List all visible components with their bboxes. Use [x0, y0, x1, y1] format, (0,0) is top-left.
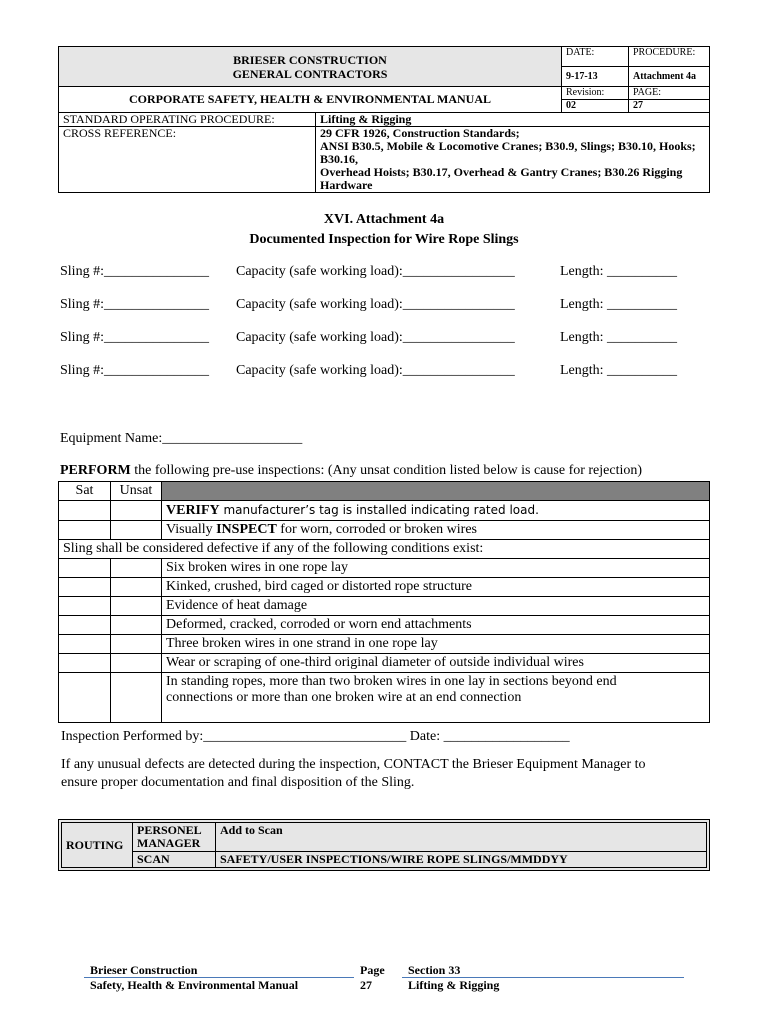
document-title: Documented Inspection for Wire Rope Slings — [249, 232, 519, 247]
header-shaded-cell — [162, 482, 710, 501]
inspect-prefix: Visually — [166, 522, 217, 537]
cross-reference-line: ANSI B30.5, Mobile & Locomotive Cranes; B30.9, Slings; B30.10, Hooks; B30.16, — [320, 139, 696, 166]
condition-item: Deformed, cracked, corroded or worn end attachments — [162, 616, 710, 635]
footer-page-block — [360, 963, 385, 993]
cross-reference-line: 29 CFR 1926, Construction Standards; — [320, 126, 520, 140]
personel-manager-cell — [133, 823, 216, 852]
routing-table — [61, 822, 707, 868]
footer-company: Brieser Construction — [90, 963, 198, 977]
company-cell — [59, 47, 562, 87]
contact-line: If any unusual defects are detected during the inspection, CONTACT the Brieser Equipment Manager to — [61, 757, 646, 772]
footer-section-block — [408, 963, 499, 993]
footer-section-name: Lifting & Rigging — [408, 978, 500, 992]
table-row — [59, 559, 710, 578]
scan-path: SAFETY/USER INSPECTIONS/WIRE ROPE SLINGS/MMDDYY — [216, 852, 707, 868]
footer-manual: Safety, Health & Environmental Manual — [90, 978, 299, 992]
contact-line: ensure proper documentation and final disposition of the Sling. — [61, 775, 415, 790]
unsat-checkbox-cell[interactable] — [111, 559, 162, 578]
condition-item: Kinked, crushed, bird caged or distorted rope structure — [162, 578, 710, 597]
unsat-checkbox-cell[interactable] — [111, 635, 162, 654]
sat-checkbox-cell[interactable] — [59, 654, 111, 673]
verify-text: manufacturer’s tag is installed indicating rated load. — [219, 503, 539, 517]
table-row — [59, 521, 710, 540]
personel-label: PERSONEL — [137, 823, 202, 837]
revision-value: 02 — [562, 100, 629, 113]
cross-reference-value — [316, 127, 710, 193]
footer-page-label: Page — [360, 963, 385, 977]
condition-item: Wear or scraping of one-third original diameter of outside individual wires — [162, 654, 710, 673]
perform-instruction — [60, 463, 642, 479]
length-field: Length: __________ — [560, 264, 678, 279]
capacity-field: Capacity (safe working load):________________ — [236, 330, 515, 345]
sop-label: STANDARD OPERATING PROCEDURE: — [59, 113, 316, 127]
performed-by-field: Inspection Performed by:_____________________________ Date: __________________ — [61, 729, 570, 744]
routing-box — [58, 819, 710, 871]
condition-item — [162, 673, 710, 723]
sling-number-field: Sling #:_______________ — [60, 297, 209, 312]
footer-divider — [84, 977, 354, 978]
sat-checkbox-cell[interactable] — [59, 559, 111, 578]
unsat-checkbox-cell[interactable] — [111, 616, 162, 635]
manual-title: CORPORATE SAFETY, HEALTH & ENVIRONMENTAL MANUAL — [59, 87, 562, 113]
table-row — [59, 673, 710, 723]
procedure-label: PROCEDURE: — [629, 47, 710, 67]
table-row — [59, 654, 710, 673]
cross-reference-line: Overhead Hoists; B30.17, Overhead & Gantry Cranes; B30.26 Rigging Hardware — [320, 165, 683, 192]
procedure-value: Attachment 4a — [629, 67, 710, 87]
revision-label: Revision: — [562, 87, 629, 100]
date-value: 9-17-13 — [562, 67, 629, 87]
condition-item: Six broken wires in one rope lay — [162, 559, 710, 578]
equipment-name-field: Equipment Name:____________________ — [60, 431, 303, 446]
sat-checkbox-cell[interactable] — [59, 501, 111, 521]
verify-keyword: VERIFY — [166, 503, 220, 518]
manager-label: MANAGER — [137, 836, 201, 850]
unsat-checkbox-cell[interactable] — [111, 597, 162, 616]
capacity-field: Capacity (safe working load):________________ — [236, 297, 515, 312]
condition-line: In standing ropes, more than two broken wires in one lay in sections beyond end — [166, 674, 617, 689]
company-subtitle: GENERAL CONTRACTORS — [232, 66, 388, 81]
section-title: XVI. Attachment 4a — [323, 212, 445, 227]
company-name: BRIESER CONSTRUCTION — [233, 52, 387, 67]
sat-checkbox-cell[interactable] — [59, 635, 111, 654]
condition-item: Three broken wires in one strand in one rope lay — [162, 635, 710, 654]
defective-note: Sling shall be considered defective if any of the following conditions exist: — [59, 540, 710, 559]
perform-text: the following pre-use inspections: (Any unsat condition listed below is cause for rejection) — [130, 463, 643, 478]
sling-number-field: Sling #:_______________ — [60, 264, 209, 279]
page-label: PAGE: — [629, 87, 710, 100]
sat-checkbox-cell[interactable] — [59, 521, 111, 540]
unsat-checkbox-cell[interactable] — [111, 654, 162, 673]
sat-checkbox-cell[interactable] — [59, 578, 111, 597]
date-label: DATE: — [562, 47, 629, 67]
inspection-item — [162, 521, 710, 540]
sat-checkbox-cell[interactable] — [59, 673, 111, 723]
length-field: Length: __________ — [560, 297, 678, 312]
add-to-scan-cell: Add to Scan — [216, 823, 707, 852]
footer-divider — [402, 977, 684, 978]
table-row — [59, 597, 710, 616]
perform-keyword: PERFORM — [60, 463, 131, 478]
unsat-checkbox-cell[interactable] — [111, 501, 162, 521]
inspection-item — [162, 501, 710, 521]
inspect-text: for worn, corroded or broken wires — [276, 522, 478, 537]
capacity-field: Capacity (safe working load):________________ — [236, 363, 515, 378]
header-table — [58, 46, 710, 193]
contact-paragraph — [61, 756, 711, 792]
inspect-keyword: INSPECT — [216, 522, 277, 537]
sling-number-field: Sling #:_______________ — [60, 363, 209, 378]
cross-reference-label: CROSS REFERENCE: — [59, 127, 316, 193]
inspection-table — [58, 481, 710, 723]
unsat-checkbox-cell[interactable] — [111, 673, 162, 723]
table-row — [59, 616, 710, 635]
length-field: Length: __________ — [560, 363, 678, 378]
length-field: Length: __________ — [560, 330, 678, 345]
table-row — [59, 501, 710, 521]
sop-value: Lifting & Rigging — [316, 113, 710, 127]
condition-item: Evidence of heat damage — [162, 597, 710, 616]
unsat-header: Unsat — [111, 482, 162, 501]
page-value: 27 — [629, 100, 710, 113]
table-row — [59, 635, 710, 654]
capacity-field: Capacity (safe working load):________________ — [236, 264, 515, 279]
routing-label: ROUTING — [62, 823, 133, 868]
scan-label: SCAN — [133, 852, 216, 868]
sat-checkbox-cell[interactable] — [59, 597, 111, 616]
table-row — [59, 578, 710, 597]
footer-section-label: Section 33 — [408, 963, 461, 977]
unsat-checkbox-cell[interactable] — [111, 521, 162, 540]
sat-header: Sat — [59, 482, 111, 501]
unsat-checkbox-cell[interactable] — [111, 578, 162, 597]
sling-number-field: Sling #:_______________ — [60, 330, 209, 345]
footer-company-block — [90, 963, 298, 993]
sat-checkbox-cell[interactable] — [59, 616, 111, 635]
footer-page-number: 27 — [360, 978, 372, 992]
condition-line: connections or more than one broken wire at an end connection — [166, 690, 522, 705]
